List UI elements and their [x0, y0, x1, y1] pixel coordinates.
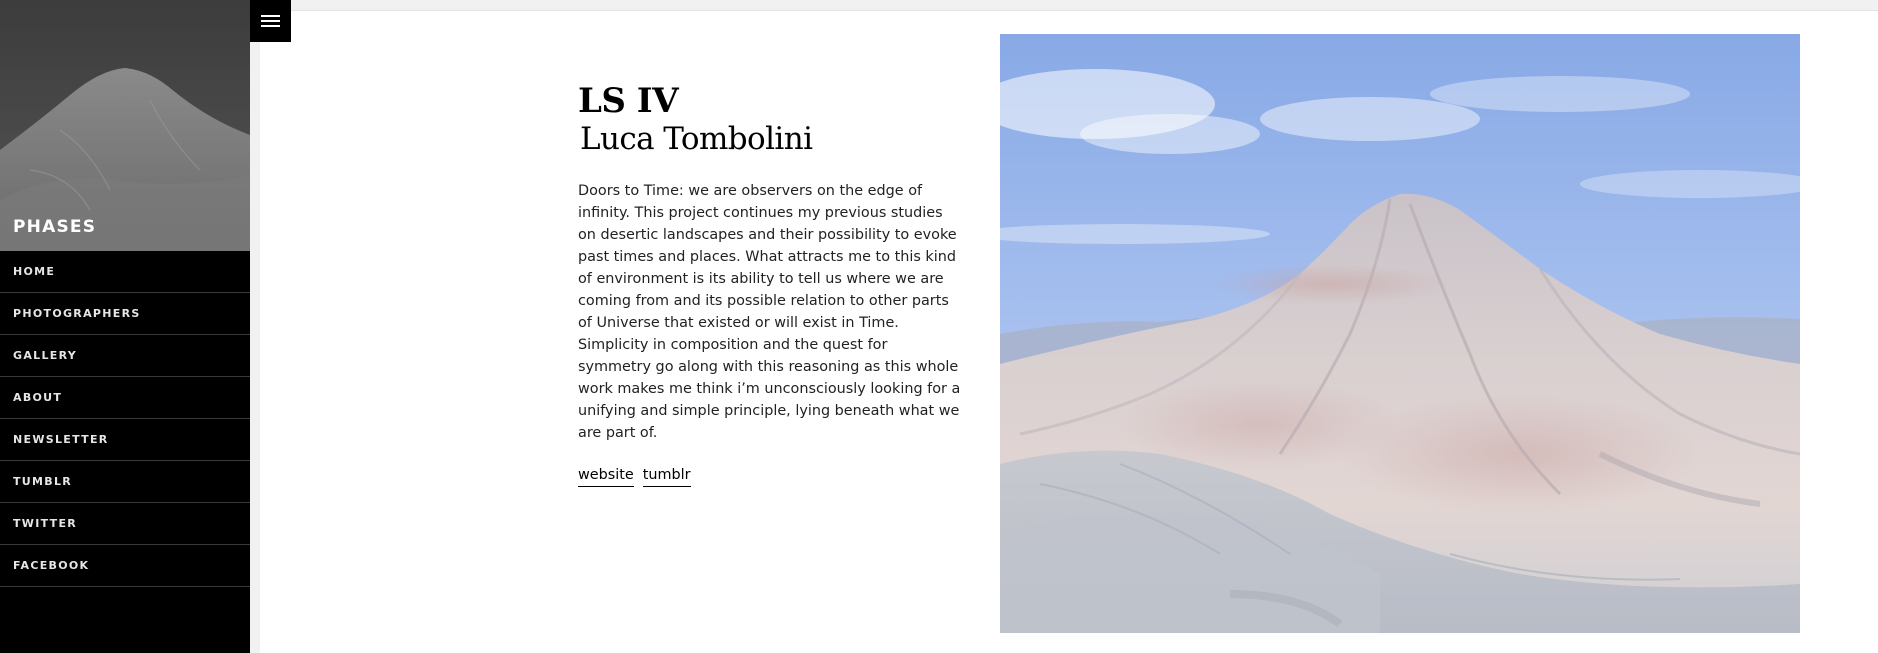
sidebar-item-label: ABOUT: [13, 391, 63, 404]
project-title: LS IV: [578, 81, 679, 121]
sidebar-item-label: TWITTER: [13, 517, 78, 530]
photographer-details: [578, 82, 968, 487]
hamburger-menu-icon-bar: [261, 20, 280, 22]
tumblr-link[interactable]: tumblr: [643, 466, 691, 487]
sidebar-item-about[interactable]: [0, 377, 250, 419]
sidebar-item-label: NEWSLETTER: [13, 433, 109, 446]
sidebar-item-label: TUMBLR: [13, 475, 73, 488]
project-description: Doors to Time: we are observers on the edge of infinity. This project continues my previous studies on desertic landscapes and their possibility to evoke past times and places. What attracts me to this kind of environment is its ability to tell us where we are coming from and its possible relation to other parts of Universe that existed or will exist in Time. Simplicity in composition and the quest for symmetry go along with this reasoning as this whole work makes me think i’m unconsciously looking for a unifying and simple principle, lying beneath what we are part of.: [578, 183, 961, 441]
sidebar: [0, 0, 250, 653]
hamburger-menu-icon: [261, 15, 280, 17]
sidebar-item-twitter[interactable]: [0, 503, 250, 545]
sidebar-item-tumblr[interactable]: [0, 461, 250, 503]
sidebar-item-gallery[interactable]: [0, 335, 250, 377]
external-links: [578, 466, 968, 487]
menu-toggle-button[interactable]: [250, 0, 291, 42]
sidebar-item-label: FACEBOOK: [13, 559, 90, 572]
top-strip: [250, 0, 1878, 11]
sidebar-item-newsletter[interactable]: [0, 419, 250, 461]
project-photo[interactable]: [1000, 34, 1800, 633]
sidebar-item-label: GALLERY: [13, 349, 78, 362]
mountain-thumbnail: [0, 0, 250, 251]
sidebar-item-photographers[interactable]: [0, 293, 250, 335]
sidebar-item-home[interactable]: [0, 251, 250, 293]
sidebar-item-label: PHOTOGRAPHERS: [13, 307, 141, 320]
website-link[interactable]: website: [578, 466, 634, 487]
sidebar-hero-image: [0, 0, 250, 251]
photographer-name: Luca Tombolini: [580, 121, 813, 157]
mountain-photo: [1000, 34, 1800, 633]
sidebar-item-facebook[interactable]: [0, 545, 250, 587]
sidebar-nav: [0, 251, 250, 587]
brand-title[interactable]: PHASES: [13, 217, 97, 237]
sidebar-item-label: HOME: [13, 265, 56, 278]
content-left-rule: [250, 0, 260, 653]
hamburger-menu-icon-bar: [261, 25, 280, 27]
